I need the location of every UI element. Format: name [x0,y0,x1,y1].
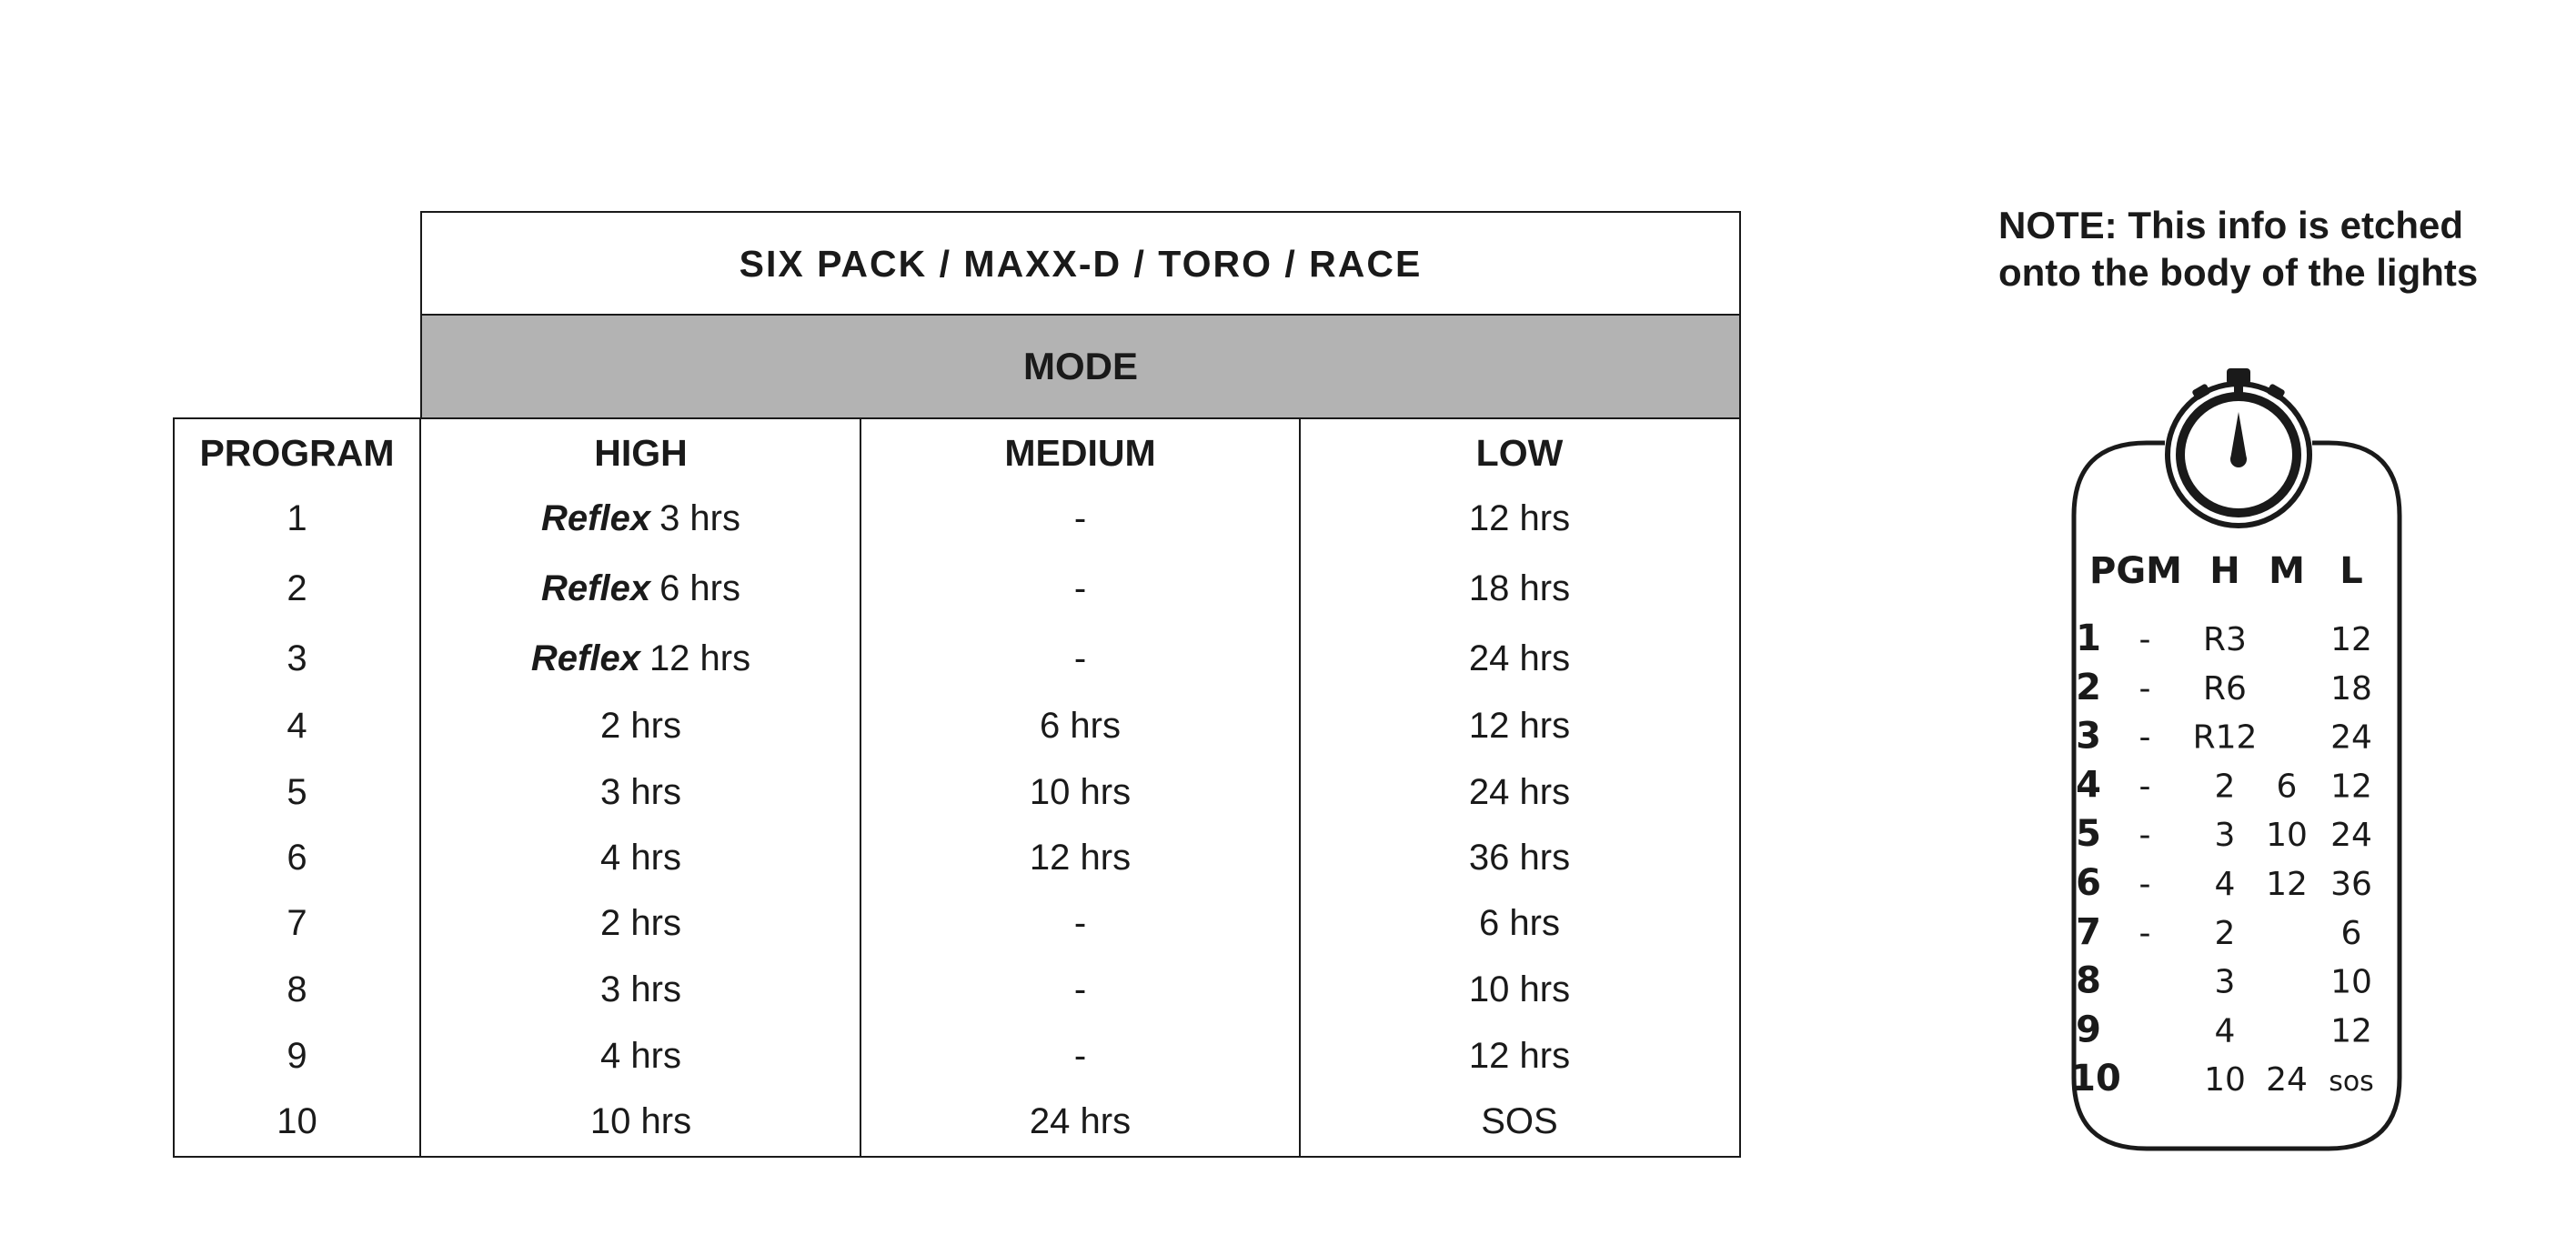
cell-program: 4 [287,706,307,746]
label-cell-h: 10 [2204,1061,2246,1099]
label-cell-l: 12 [2330,621,2372,658]
label-cell-l: 24 [2330,817,2372,855]
header-low: LOW [1475,431,1564,474]
cell-low: 36 hrs [1468,838,1571,878]
label-header-h: H [2209,550,2240,592]
label-row [2076,1009,2372,1050]
label-cell-dash: - [2138,718,2151,757]
label-header-l: L [2340,550,2363,592]
label-header-pgm: PGM [2089,550,2182,592]
label-cell-dash: - [2138,621,2151,658]
label-rows [2070,618,2374,1099]
label-cell-pgm: 5 [2076,813,2101,856]
header-program: PROGRAM [199,431,395,474]
label-cell-dash: - [2138,817,2151,855]
label-cell-pgm: 10 [2070,1058,2121,1100]
reflex-label: Reflex [541,498,651,538]
cell-program: 2 [287,568,307,608]
cell-high: Reflex 3 hrs [541,498,740,538]
cell-high: 3 hrs [600,772,681,812]
label-cell-h: 3 [2214,817,2236,855]
label-cell-l: sos [2329,1066,2374,1099]
cell-high: 4 hrs [600,1036,681,1076]
cell-low: 24 hrs [1468,638,1571,678]
cell-medium: 10 hrs [1029,772,1132,812]
label-cell-h: R12 [2192,718,2258,757]
cell-high: 3 hrs [600,969,681,1009]
cell-medium: - [1073,903,1087,943]
label-cell-m: 12 [2266,866,2308,903]
label-cell-h: 4 [2214,1012,2236,1050]
label-cell-l: 18 [2330,669,2372,708]
label-cell-pgm: 2 [2076,666,2101,708]
label-cell-pgm: 1 [2076,618,2101,659]
cell-low: 10 hrs [1468,969,1571,1009]
label-cell-l: 36 [2330,866,2372,903]
stopwatch-icon [2168,368,2309,526]
label-cell-l: 24 [2330,718,2372,757]
reflex-label: Reflex [541,568,651,608]
cell-high: 2 hrs [600,706,681,746]
label-cell-dash: - [2138,768,2151,806]
label-cell-l: 6 [2340,914,2362,952]
label-cell-pgm: 6 [2076,862,2101,904]
label-row [2076,911,2361,953]
label-cell-h: 3 [2214,963,2236,1001]
header-high: HIGH [594,431,688,474]
label-cell-h: R6 [2203,669,2247,708]
label-cell-h: 4 [2214,866,2236,903]
label-cell-l: 12 [2330,1012,2372,1050]
label-row [2076,862,2372,904]
label-cell-l: 12 [2330,768,2372,806]
label-cell-h: 2 [2214,768,2236,806]
cell-medium: - [1073,638,1087,678]
label-cell-pgm: 9 [2076,1009,2101,1051]
label-cell-dash: - [2138,914,2151,952]
cell-program: 8 [287,969,307,1009]
label-row [2076,618,2372,659]
label-cell-dash: - [2138,866,2151,903]
label-cell-pgm: 3 [2076,715,2101,758]
cell-high: Reflex 12 hrs [530,638,751,678]
note-line-1: NOTE: This info is etched [1998,204,2464,246]
cell-high: 2 hrs [600,903,681,943]
label-row [2070,1058,2374,1099]
label-header-m: M [2269,550,2305,592]
cell-program: 1 [287,498,307,538]
mode-label: MODE [1023,345,1138,387]
label-row [2076,667,2372,708]
cell-low: 6 hrs [1479,903,1560,943]
label-cell-h: R3 [2203,621,2247,658]
cell-program: 9 [287,1036,307,1076]
cell-high: 4 hrs [600,838,681,878]
cell-program: 6 [287,838,307,878]
cell-medium: - [1073,498,1087,538]
cell-high: 10 hrs [589,1101,692,1141]
cell-low: 18 hrs [1468,568,1571,608]
cell-medium: - [1073,1036,1087,1076]
cell-medium: - [1073,969,1087,1009]
table-title: SIX PACK / MAXX-D / TORO / RACE [739,242,1423,285]
etched-label [2056,359,2420,1160]
cell-low: SOS [1481,1101,1558,1141]
label-cell-pgm: 8 [2076,959,2101,1002]
cell-high: Reflex 6 hrs [541,568,740,608]
note-line-2: onto the body of the lights [1998,251,2479,294]
label-cell-m: 6 [2276,768,2298,806]
cell-low: 12 hrs [1468,706,1571,746]
cell-medium: 12 hrs [1029,838,1132,878]
label-cell-l: 10 [2330,963,2372,1001]
cell-low: 24 hrs [1468,772,1571,812]
label-row [2076,813,2372,855]
label-row [2076,716,2372,758]
cell-medium: 24 hrs [1029,1101,1132,1141]
reflex-label: Reflex [530,638,640,678]
etched-note [1998,202,2478,296]
cell-program: 5 [287,772,307,812]
label-cell-dash: - [2138,669,2151,708]
label-row [2076,764,2372,806]
header-medium: MEDIUM [1004,431,1156,474]
cell-program: 10 [277,1101,317,1141]
label-cell-m: 24 [2266,1061,2308,1099]
cell-low: 12 hrs [1468,498,1571,538]
label-cell-pgm: 4 [2076,764,2101,807]
cell-low: 12 hrs [1468,1036,1571,1076]
label-cell-m: 10 [2266,817,2308,855]
label-row [2076,960,2372,1002]
cell-medium: 6 hrs [1040,706,1121,746]
label-cell-h: 2 [2214,914,2236,952]
cell-program: 3 [287,638,307,678]
label-cell-pgm: 7 [2076,910,2101,953]
cell-program: 7 [287,903,307,943]
cell-medium: - [1073,568,1087,608]
